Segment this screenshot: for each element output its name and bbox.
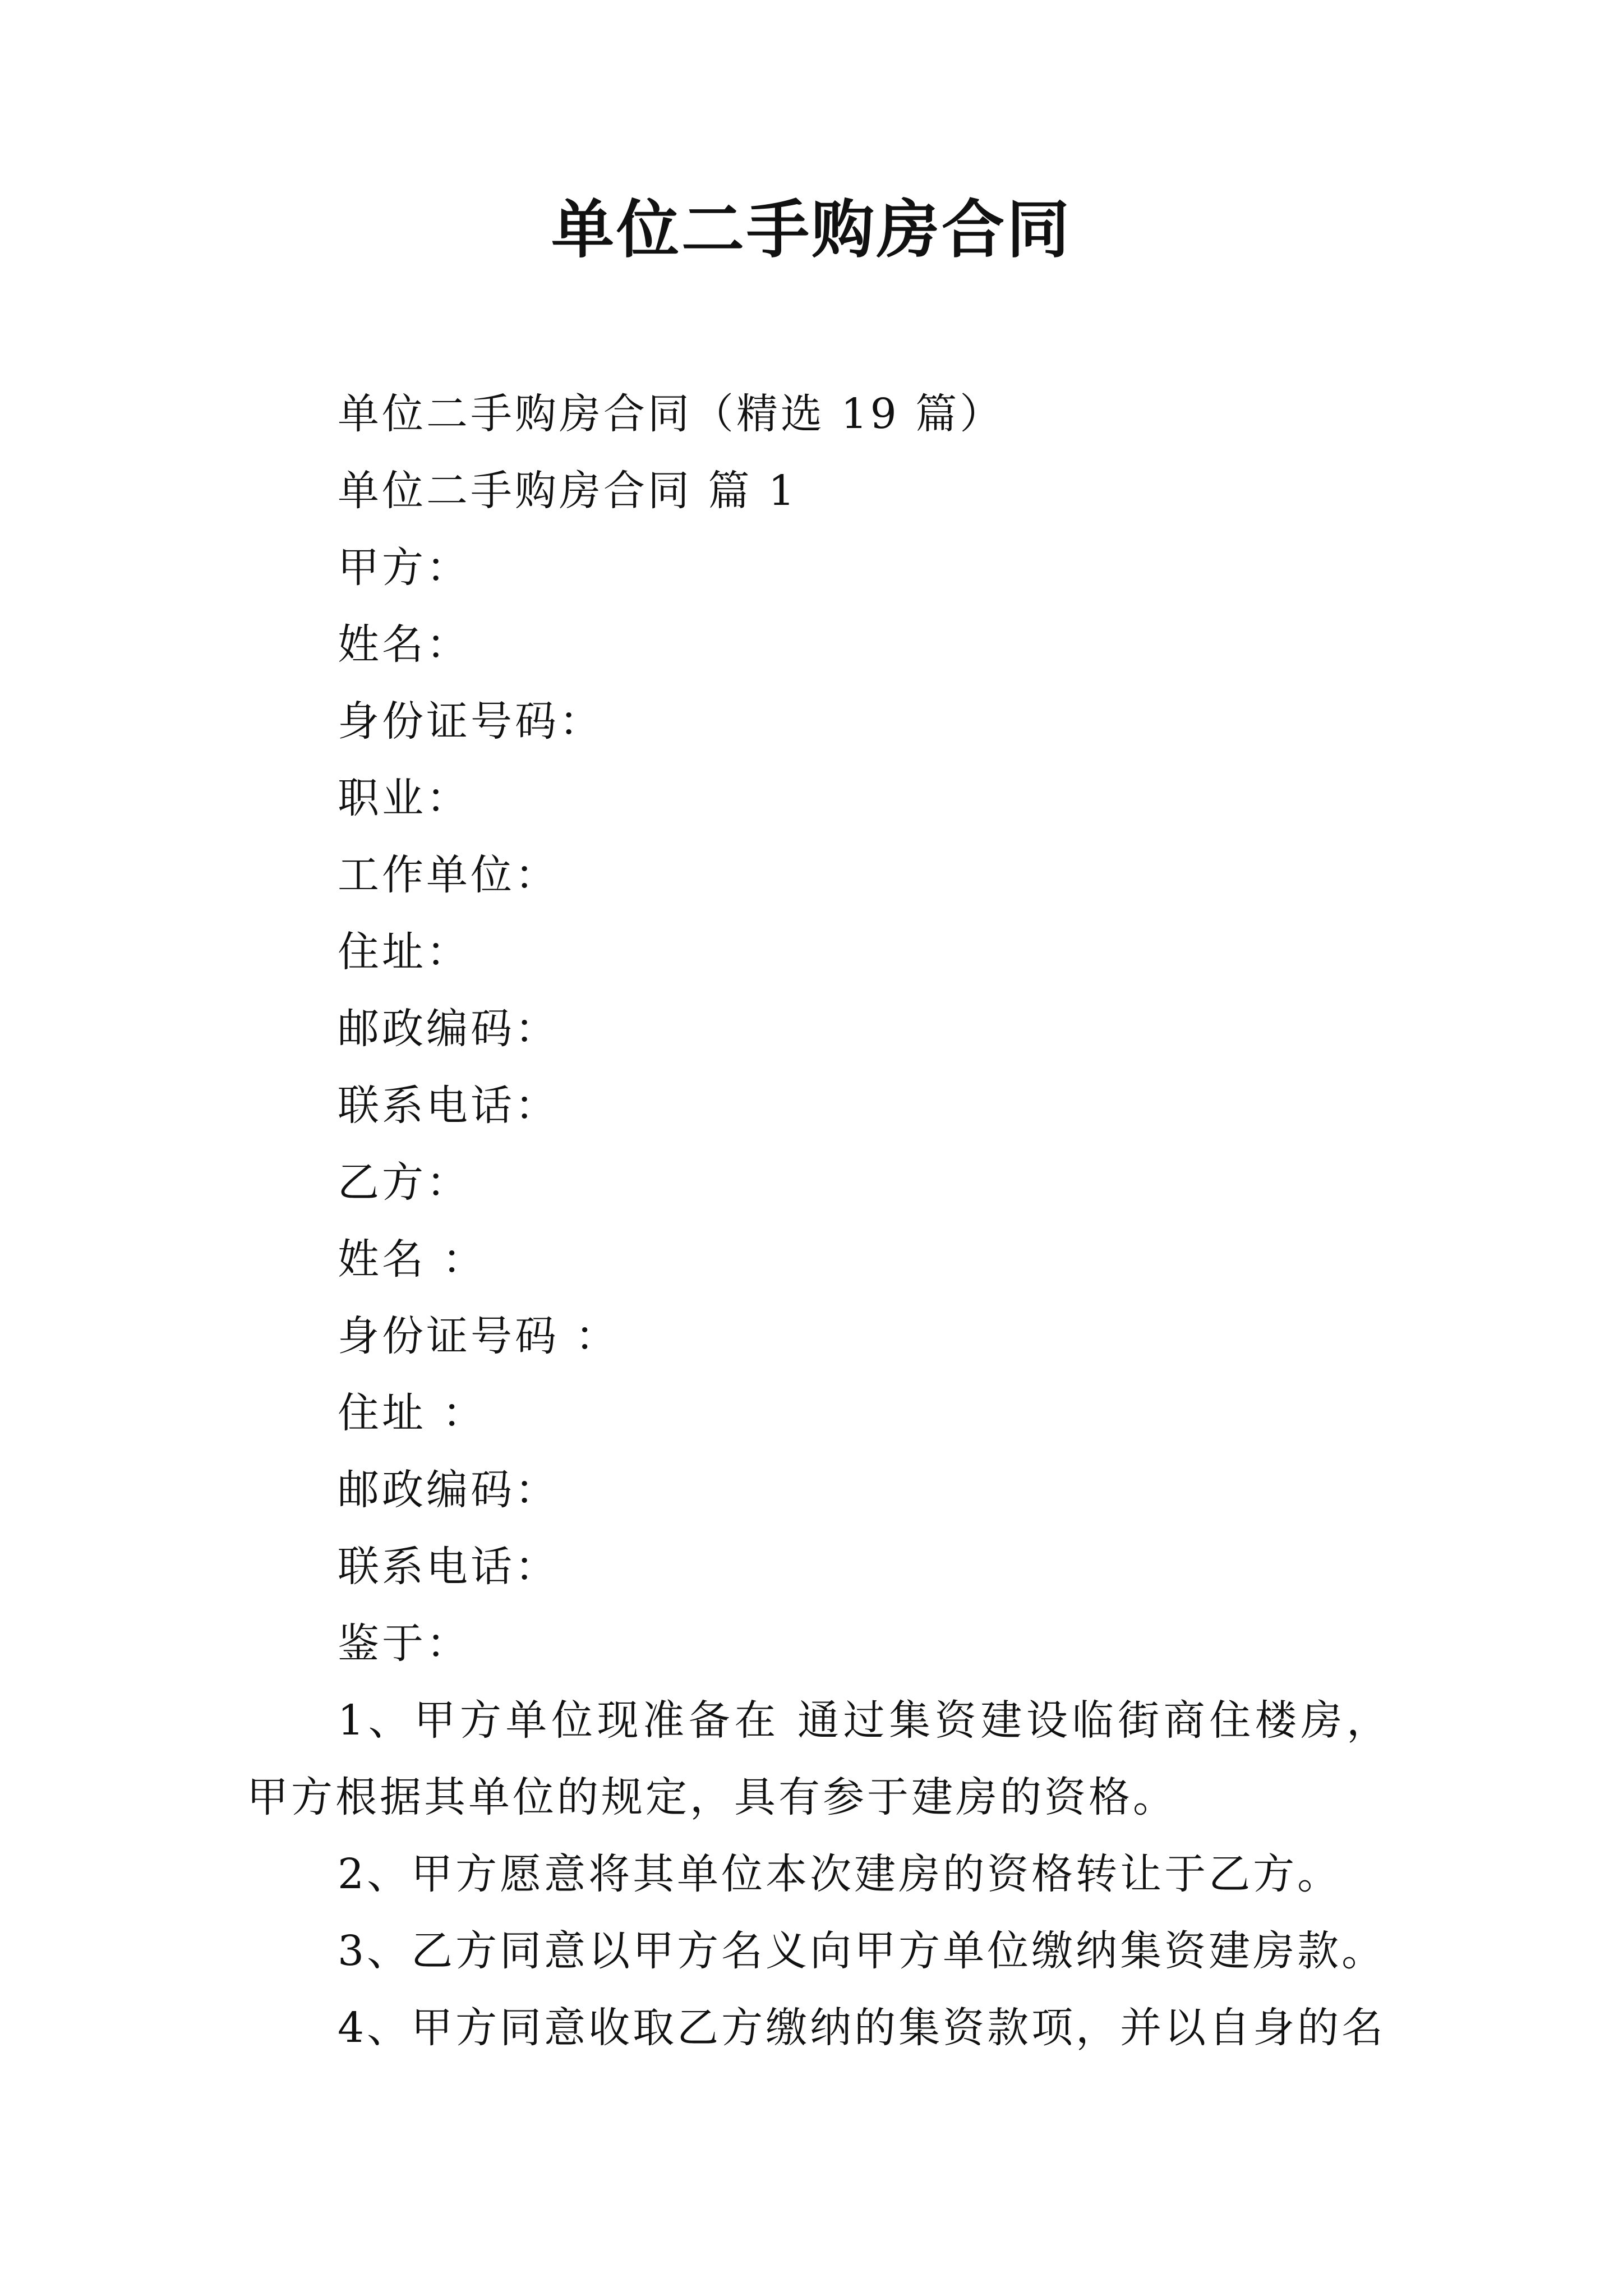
clause-paragraph: 4、甲方同意收取乙方缴纳的集资款项，并以自身的名 <box>338 2004 1386 2052</box>
party-a-employer-field: 工作单位： <box>338 851 559 899</box>
party-b-label: 乙方： <box>338 1158 471 1207</box>
party-b-phone-field: 联系电话： <box>338 1543 559 1591</box>
party-a-label: 甲方： <box>338 544 471 592</box>
party-a-name-field: 姓名： <box>338 620 471 669</box>
clause-paragraph: 3、乙方同意以甲方名义向甲方单位缴纳集资建房款。 <box>338 1927 1386 1975</box>
document-title: 单位二手购房合同 <box>551 193 1072 266</box>
document-body <box>247 376 1391 2067</box>
party-a-postcode-field: 邮政编码： <box>338 1005 559 1053</box>
clause-paragraph: 1、甲方单位现准备在 通过集资建设临街商住楼房，甲方根据其单位的规定，具有参于建房的资格。 <box>247 1696 1391 1821</box>
party-a-phone-field: 联系电话： <box>338 1082 559 1130</box>
party-a-id-field: 身份证号码： <box>338 697 603 746</box>
party-a-address-field: 住址： <box>338 928 471 976</box>
section-heading: 单位二手购房合同 篇 1 <box>338 467 798 515</box>
party-b-name-field: 姓名 ： <box>338 1235 487 1283</box>
party-b-address-field: 住址 ： <box>338 1389 487 1437</box>
whereas-label: 鉴于： <box>338 1619 471 1668</box>
party-a-occupation-field: 职业： <box>338 774 471 822</box>
subtitle-line: 单位二手购房合同（精选 19 篇） <box>338 390 1004 438</box>
party-b-id-field: 身份证号码 ： <box>338 1312 620 1360</box>
party-b-postcode-field: 邮政编码： <box>338 1466 559 1514</box>
clause-paragraph: 2、甲方愿意将其单位本次建房的资格转让于乙方。 <box>338 1850 1342 1898</box>
